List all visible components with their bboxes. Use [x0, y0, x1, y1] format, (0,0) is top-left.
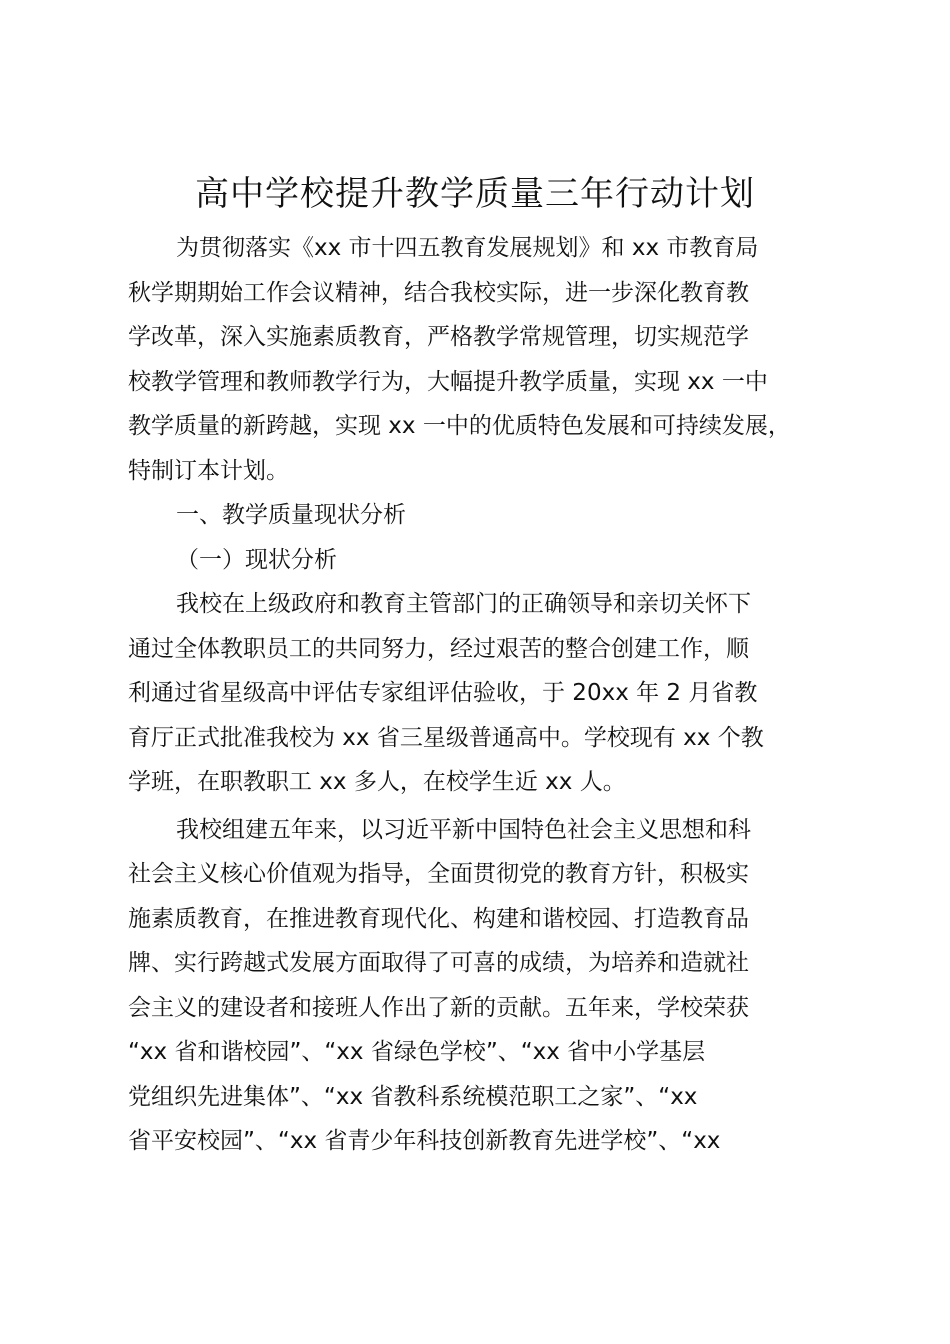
paragraph-line: 为贯彻落实《xx 市十四五教育发展规划》和 xx 市教育局	[176, 235, 759, 261]
paragraph-line: 学改革，深入实施素质教育，严格教学常规管理，切实规范学	[128, 324, 749, 350]
paragraph-line: 我校在上级政府和教育主管部门的正确领导和亲切关怀下	[176, 591, 751, 617]
paragraph-line: 特制订本计划。	[128, 457, 289, 484]
document-body	[128, 226, 868, 1164]
paragraph-line: 社会主义核心价值观为指导，全面贯彻党的教育方针，积极实	[128, 861, 749, 887]
paragraph-line: 秋学期期始工作会议精神，结合我校实际，进一步深化教育教	[128, 279, 749, 306]
paragraph-line: 利通过省星级高中评估专家组评估验收，于 20xx 年 2 月省教	[128, 680, 758, 706]
paragraph-line: 省平安校园”、“xx 省青少年科技创新教育先进学校”、“xx	[128, 1128, 721, 1154]
paragraph-line: 施素质教育，在推进教育现代化、构建和谐校园、打造教育品	[128, 905, 749, 932]
paragraph-line: 通过全体教职员工的共同努力，经过艰苦的整合创建工作，顺	[128, 635, 749, 662]
paragraph-line: 校教学管理和教师教学行为，大幅提升教学质量，实现 xx 一中	[128, 368, 768, 395]
paragraph-line: 学班，在职教职工 xx 多人，在校学生近 xx 人。	[128, 769, 626, 795]
paragraph-line: 牌、实行跨越式发展方面取得了可喜的成绩，为培养和造就社	[128, 950, 749, 976]
paragraph-line: 会主义的建设者和接班人作出了新的贡献。五年来，学校荣获	[128, 994, 749, 1021]
paragraph-line: 党组织先进集体”、“xx 省教科系统模范职工之家”、“xx	[128, 1083, 698, 1110]
paragraph-line: 育厅正式批准我校为 xx 省三星级普通高中。学校现有 xx 个教	[128, 724, 764, 751]
subsection-heading: （一）现状分析	[176, 546, 337, 573]
paragraph-line: 我校组建五年来，以习近平新中国特色社会主义思想和科	[176, 816, 751, 843]
section-heading: 一、教学质量现状分析	[176, 502, 406, 528]
paragraph-line: 教学质量的新跨越，实现 xx 一中的优质特色发展和可持续发展，	[128, 413, 791, 439]
paragraph-line: “xx 省和谐校园”、“xx 省绿色学校”、“xx 省中小学基层	[128, 1039, 706, 1065]
document-title: 高中学校提升教学质量三年行动计划	[195, 174, 755, 214]
